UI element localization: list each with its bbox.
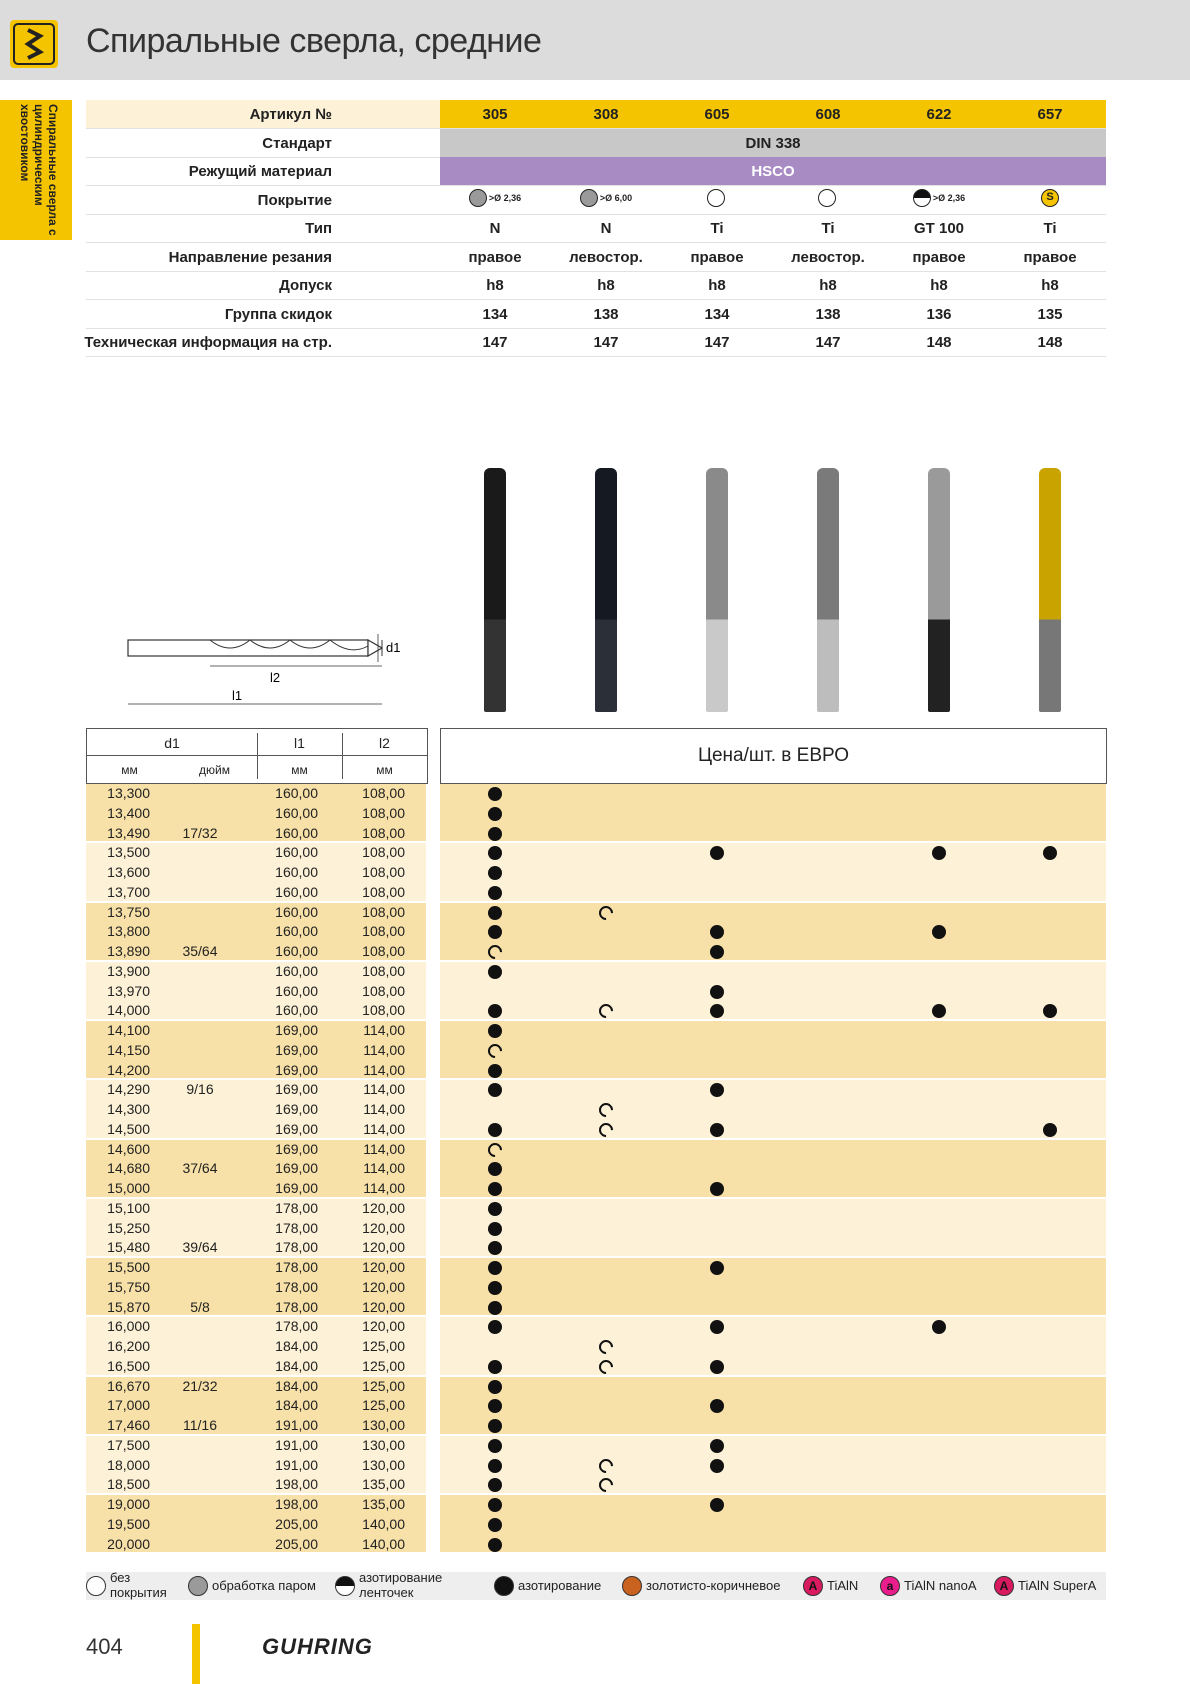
spec-direction-608: левостор. bbox=[791, 249, 865, 266]
cell-l1: 169,00 bbox=[275, 1061, 318, 1078]
available-mark[interactable] bbox=[488, 807, 502, 821]
cell-d: 19,500 bbox=[107, 1515, 150, 1532]
cell-l1: 184,00 bbox=[275, 1338, 318, 1354]
cell-d: 17,460 bbox=[107, 1417, 150, 1433]
spec-label-material: Режущий материал bbox=[188, 163, 332, 180]
spec-label-direction: Направление резания bbox=[168, 249, 332, 266]
legend-swatch-icon bbox=[86, 1576, 106, 1596]
legend-label: обработка паром bbox=[212, 1578, 316, 1593]
drill-image-608 bbox=[817, 468, 839, 712]
cell-inch: 17/32 bbox=[182, 824, 218, 841]
cell-d: 18,500 bbox=[107, 1476, 150, 1493]
brand-logo: GUHRING bbox=[262, 1634, 373, 1659]
cell-d: 14,680 bbox=[107, 1160, 150, 1177]
column-gap bbox=[426, 1377, 440, 1436]
spec-direction-605: правое bbox=[690, 249, 744, 266]
spec-label-tolerance: Допуск bbox=[279, 277, 332, 294]
cell-l2: 108,00 bbox=[362, 1002, 405, 1019]
cell-l2: 114,00 bbox=[363, 1061, 405, 1078]
available-mark[interactable] bbox=[488, 965, 502, 979]
legend-label: азотирование ленточек bbox=[359, 1570, 443, 1600]
spec-type-608: Ti bbox=[821, 220, 835, 237]
cell-l1: 169,00 bbox=[275, 1160, 318, 1177]
spec-article-657: 657 bbox=[1037, 106, 1063, 123]
cell-l2: 108,00 bbox=[362, 923, 405, 940]
cell-l1: 178,00 bbox=[275, 1259, 318, 1275]
available-mark[interactable] bbox=[488, 1360, 502, 1374]
spec-row-tolerance bbox=[86, 271, 1106, 299]
cell-d: 16,500 bbox=[107, 1357, 150, 1374]
cell-l1: 191,00 bbox=[275, 1456, 318, 1473]
row-group bbox=[86, 1080, 1106, 1137]
spec-techinfo-622: 148 bbox=[926, 334, 952, 351]
spec-type-308: N bbox=[600, 220, 612, 237]
spec-article-605: 605 bbox=[704, 106, 730, 123]
row-group bbox=[86, 1377, 1106, 1434]
row-group bbox=[86, 784, 1106, 841]
cell-l1: 160,00 bbox=[275, 923, 318, 940]
cell-d: 13,490 bbox=[107, 824, 150, 841]
spec-coating-605 bbox=[662, 189, 772, 207]
spec-tolerance-605: h8 bbox=[708, 277, 726, 294]
available-mark[interactable] bbox=[710, 1123, 724, 1137]
cell-l2: 108,00 bbox=[362, 903, 405, 920]
coating-icon bbox=[818, 189, 836, 207]
cell-inch: 37/64 bbox=[182, 1160, 218, 1177]
available-mark[interactable] bbox=[710, 1498, 724, 1512]
cell-d: 19,000 bbox=[107, 1496, 150, 1512]
cell-l2: 120,00 bbox=[362, 1278, 405, 1295]
column-gap bbox=[426, 843, 440, 902]
spec-row-standard bbox=[86, 129, 1106, 157]
cell-d: 13,890 bbox=[107, 943, 150, 959]
cell-l1: 178,00 bbox=[275, 1278, 318, 1295]
cell-l1: 160,00 bbox=[275, 824, 318, 841]
coating-note: >Ø 2,36 bbox=[932, 193, 966, 204]
available-mark[interactable] bbox=[710, 1459, 724, 1473]
cell-l1: 178,00 bbox=[275, 1298, 318, 1315]
cell-d: 13,750 bbox=[107, 903, 150, 920]
cell-l2: 135,00 bbox=[362, 1476, 405, 1493]
available-mark[interactable] bbox=[488, 886, 502, 900]
d1-inch-unit: дюйм bbox=[199, 763, 230, 777]
cell-d: 20,000 bbox=[107, 1535, 150, 1552]
cell-l1: 160,00 bbox=[275, 1002, 318, 1019]
legend-label: без покрытия bbox=[110, 1570, 167, 1600]
coating-icon bbox=[913, 189, 931, 207]
cell-l2: 125,00 bbox=[362, 1397, 405, 1414]
available-mark[interactable] bbox=[488, 1459, 502, 1473]
legend-swatch-icon bbox=[335, 1576, 355, 1596]
available-mark[interactable] bbox=[488, 1380, 502, 1394]
cell-d: 15,750 bbox=[107, 1278, 150, 1295]
available-mark[interactable] bbox=[488, 1419, 502, 1433]
spec-type-605: Ti bbox=[710, 220, 724, 237]
cell-l1: 178,00 bbox=[275, 1199, 318, 1216]
available-mark[interactable] bbox=[488, 1123, 502, 1137]
cell-l2: 140,00 bbox=[362, 1515, 405, 1532]
cell-l1: 198,00 bbox=[275, 1476, 318, 1493]
spec-techinfo-605: 147 bbox=[704, 334, 730, 351]
cell-l1: 169,00 bbox=[275, 1041, 318, 1058]
spec-coating-305 bbox=[440, 189, 550, 207]
cell-d: 13,900 bbox=[107, 962, 150, 979]
cell-l1: 169,00 bbox=[275, 1140, 318, 1157]
available-mark[interactable] bbox=[488, 1202, 502, 1216]
spec-discount-608: 138 bbox=[815, 306, 841, 323]
coating-note: >Ø 2,36 bbox=[488, 193, 522, 204]
cell-l2: 120,00 bbox=[362, 1199, 405, 1216]
cell-l1: 169,00 bbox=[275, 1120, 318, 1137]
spec-discount-305: 134 bbox=[482, 306, 508, 323]
spec-techinfo-308: 147 bbox=[593, 334, 619, 351]
cell-l1: 160,00 bbox=[275, 785, 318, 801]
cell-l2: 108,00 bbox=[362, 844, 405, 861]
cell-d: 14,600 bbox=[107, 1140, 150, 1157]
cell-l1: 191,00 bbox=[275, 1417, 318, 1433]
cell-l1: 184,00 bbox=[275, 1377, 318, 1394]
coating-icon bbox=[580, 189, 598, 207]
cell-inch: 11/16 bbox=[183, 1417, 217, 1433]
spec-direction-308: левостор. bbox=[569, 249, 643, 266]
spec-label-techinfo: Техническая информация на стр. bbox=[84, 334, 332, 351]
cell-inch: 21/32 bbox=[182, 1377, 218, 1394]
cell-d: 17,500 bbox=[107, 1436, 150, 1453]
cell-inch: 39/64 bbox=[182, 1239, 218, 1256]
coating-icon bbox=[707, 189, 725, 207]
cell-l1: 169,00 bbox=[275, 1081, 318, 1098]
column-gap bbox=[426, 784, 440, 843]
available-mark[interactable] bbox=[488, 906, 502, 920]
diagram-l2-label: l2 bbox=[270, 670, 281, 685]
available-mark[interactable] bbox=[488, 1281, 502, 1295]
cell-l1: 205,00 bbox=[275, 1535, 318, 1552]
diagram-d1-label: d1 bbox=[386, 640, 400, 655]
legend-swatch-icon bbox=[494, 1576, 514, 1596]
cell-l2: 114,00 bbox=[363, 1041, 405, 1058]
available-mark[interactable] bbox=[488, 827, 502, 841]
diagram-l1-label: l1 bbox=[232, 688, 243, 703]
spec-row-material bbox=[86, 157, 1106, 185]
price-header bbox=[440, 728, 1107, 784]
cell-d: 13,300 bbox=[107, 785, 150, 801]
cell-l2: 114,00 bbox=[363, 1160, 405, 1177]
available-mark[interactable] bbox=[710, 985, 724, 999]
column-gap bbox=[426, 962, 440, 1021]
cell-d: 14,100 bbox=[107, 1022, 150, 1038]
cell-l1: 160,00 bbox=[275, 903, 318, 920]
cell-d: 16,200 bbox=[107, 1338, 150, 1354]
price-header-label: Цена/шт. в ЕВРО bbox=[697, 745, 850, 766]
spec-tolerance-608: h8 bbox=[819, 277, 837, 294]
spec-discount-622: 136 bbox=[926, 306, 952, 323]
spec-article-608: 608 bbox=[815, 106, 841, 123]
legend-label: азотирование bbox=[518, 1578, 602, 1593]
legend-swatch-icon: A bbox=[803, 1576, 823, 1596]
cell-l1: 160,00 bbox=[275, 962, 318, 979]
cell-l2: 108,00 bbox=[362, 785, 405, 801]
cell-l2: 120,00 bbox=[362, 1298, 405, 1315]
legend-swatch-icon bbox=[188, 1576, 208, 1596]
column-gap bbox=[426, 1258, 440, 1317]
spec-label-article: Артикул № bbox=[249, 106, 332, 123]
cell-l2: 114,00 bbox=[363, 1140, 405, 1157]
spec-discount-657: 135 bbox=[1037, 306, 1063, 323]
cell-l2: 114,00 bbox=[363, 1022, 405, 1038]
cell-d: 14,500 bbox=[107, 1120, 150, 1137]
cell-l2: 130,00 bbox=[362, 1456, 405, 1473]
cell-d: 16,000 bbox=[107, 1318, 150, 1335]
spec-tolerance-622: h8 bbox=[930, 277, 948, 294]
column-gap bbox=[426, 1317, 440, 1376]
cell-d: 13,970 bbox=[107, 982, 150, 999]
available-mark[interactable] bbox=[710, 1261, 724, 1275]
spec-article-622: 622 bbox=[926, 106, 952, 123]
available-mark[interactable] bbox=[1043, 1123, 1057, 1137]
spec-techinfo-657: 148 bbox=[1037, 334, 1063, 351]
cell-d: 14,200 bbox=[107, 1061, 150, 1078]
cell-l2: 130,00 bbox=[362, 1417, 405, 1433]
cell-l2: 125,00 bbox=[362, 1338, 405, 1354]
dimension-table-header bbox=[86, 728, 428, 784]
cell-l2: 108,00 bbox=[362, 883, 405, 900]
spec-coating-308 bbox=[551, 189, 661, 207]
cell-d: 14,000 bbox=[107, 1002, 150, 1019]
spec-row-direction bbox=[86, 243, 1106, 271]
spec-techinfo-608: 147 bbox=[815, 334, 841, 351]
cell-l1: 160,00 bbox=[275, 982, 318, 999]
cell-l1: 184,00 bbox=[275, 1357, 318, 1374]
cell-inch: 5/8 bbox=[190, 1298, 210, 1315]
column-gap bbox=[426, 1021, 440, 1080]
cell-d: 15,870 bbox=[107, 1298, 150, 1315]
cell-d: 17,000 bbox=[107, 1397, 150, 1414]
spec-discount-605: 134 bbox=[704, 306, 730, 323]
column-gap bbox=[426, 1199, 440, 1258]
cell-l2: 125,00 bbox=[362, 1377, 405, 1394]
available-mark[interactable] bbox=[710, 1360, 724, 1374]
d1-mm-unit: мм bbox=[121, 763, 138, 777]
available-mark[interactable] bbox=[488, 1024, 502, 1038]
cell-d: 18,000 bbox=[107, 1456, 150, 1473]
l1-mm-unit: мм bbox=[291, 763, 308, 777]
coating-icon bbox=[469, 189, 487, 207]
cell-inch: 35/64 bbox=[182, 943, 218, 959]
cell-l1: 160,00 bbox=[275, 804, 318, 821]
legend-swatch-icon bbox=[622, 1576, 642, 1596]
spec-tolerance-308: h8 bbox=[597, 277, 615, 294]
cell-inch: 9/16 bbox=[186, 1081, 214, 1098]
spec-row-coating bbox=[86, 186, 1106, 214]
spec-coating-657 bbox=[995, 189, 1105, 207]
available-mark[interactable] bbox=[488, 1064, 502, 1078]
column-gap bbox=[426, 1140, 440, 1199]
cell-l2: 114,00 bbox=[363, 1180, 405, 1196]
cell-l1: 169,00 bbox=[275, 1022, 318, 1038]
available-mark[interactable] bbox=[488, 1301, 502, 1315]
drill-image-605 bbox=[706, 468, 728, 712]
cell-d: 15,250 bbox=[107, 1219, 150, 1236]
drill-image-657 bbox=[1039, 468, 1061, 712]
cell-l2: 108,00 bbox=[362, 943, 405, 959]
l1-header: l1 bbox=[294, 735, 305, 751]
spec-article-305: 305 bbox=[482, 106, 508, 123]
side-tab-label: Спиральные сверла с цилиндрическим хвостовиком bbox=[18, 104, 60, 236]
row-group bbox=[86, 1436, 1106, 1493]
available-mark[interactable] bbox=[488, 1538, 502, 1552]
l2-header: l2 bbox=[379, 735, 390, 751]
cell-l2: 108,00 bbox=[362, 962, 405, 979]
row-group bbox=[86, 962, 1106, 1019]
cell-l2: 120,00 bbox=[362, 1318, 405, 1335]
column-gap bbox=[426, 1080, 440, 1139]
cell-l1: 160,00 bbox=[275, 943, 318, 959]
spec-label-standard: Стандарт bbox=[262, 135, 332, 152]
cell-d: 15,500 bbox=[107, 1259, 150, 1275]
legend-label: TiAlN SuperA bbox=[1018, 1578, 1097, 1593]
cell-d: 15,100 bbox=[107, 1199, 150, 1216]
cell-l2: 140,00 bbox=[362, 1535, 405, 1552]
cell-l1: 205,00 bbox=[275, 1515, 318, 1532]
available-mark[interactable] bbox=[488, 1222, 502, 1236]
cell-l1: 160,00 bbox=[275, 844, 318, 861]
cell-d: 15,480 bbox=[107, 1239, 150, 1256]
available-mark[interactable] bbox=[488, 787, 502, 801]
spec-techinfo-305: 147 bbox=[482, 334, 508, 351]
cell-l2: 120,00 bbox=[362, 1259, 405, 1275]
cell-d: 13,400 bbox=[107, 804, 150, 821]
row-group bbox=[86, 1258, 1106, 1315]
row-group bbox=[86, 903, 1106, 960]
row-group bbox=[86, 843, 1106, 900]
row-group bbox=[86, 1021, 1106, 1078]
cell-d: 15,000 bbox=[107, 1180, 150, 1196]
cell-l2: 125,00 bbox=[362, 1357, 405, 1374]
spec-coating-608 bbox=[773, 189, 883, 207]
row-group bbox=[86, 1199, 1106, 1256]
page-title: Спиральные сверла, средние bbox=[86, 22, 542, 60]
cell-l1: 198,00 bbox=[275, 1496, 318, 1512]
spec-article-308: 308 bbox=[593, 106, 619, 123]
cell-l2: 108,00 bbox=[362, 982, 405, 999]
cell-l2: 120,00 bbox=[362, 1219, 405, 1236]
available-mark[interactable] bbox=[710, 1439, 724, 1453]
cell-l1: 178,00 bbox=[275, 1239, 318, 1256]
available-mark[interactable] bbox=[488, 1439, 502, 1453]
cell-l1: 160,00 bbox=[275, 864, 318, 880]
cell-d: 13,700 bbox=[107, 883, 150, 900]
row-group bbox=[86, 1140, 1106, 1197]
spec-direction-622: правое bbox=[912, 249, 966, 266]
available-mark[interactable] bbox=[488, 1498, 502, 1512]
available-mark[interactable] bbox=[710, 1182, 724, 1196]
cell-l1: 184,00 bbox=[275, 1397, 318, 1414]
spec-discount-308: 138 bbox=[593, 306, 619, 323]
spec-tolerance-657: h8 bbox=[1041, 277, 1059, 294]
cell-l2: 114,00 bbox=[363, 1101, 405, 1117]
cell-l2: 108,00 bbox=[362, 824, 405, 841]
column-gap bbox=[426, 1495, 440, 1554]
spec-direction-305: правое bbox=[468, 249, 522, 266]
l2-mm-unit: мм bbox=[376, 763, 393, 777]
spec-type-622: GT 100 bbox=[913, 220, 965, 237]
spec-type-305: N bbox=[489, 220, 501, 237]
cell-l2: 114,00 bbox=[363, 1081, 405, 1098]
legend-label: золотисто-коричневое bbox=[646, 1578, 781, 1593]
available-mark[interactable] bbox=[710, 945, 724, 959]
cell-d: 13,600 bbox=[107, 864, 150, 880]
cell-l1: 178,00 bbox=[275, 1318, 318, 1335]
drill-dimension-diagram bbox=[120, 626, 400, 716]
cell-l1: 178,00 bbox=[275, 1219, 318, 1236]
cell-d: 13,500 bbox=[107, 844, 150, 861]
spec-value-material: HSCO bbox=[751, 163, 795, 180]
spec-label-type: Тип bbox=[305, 220, 332, 237]
cell-d: 14,290 bbox=[107, 1081, 150, 1098]
spec-label-discount: Группа скидок bbox=[224, 306, 332, 323]
d1-header: d1 bbox=[164, 735, 180, 751]
cell-l2: 130,00 bbox=[362, 1436, 405, 1453]
spec-coating-622 bbox=[884, 189, 994, 207]
legend-label: TiAlN nanoA bbox=[904, 1578, 977, 1593]
spec-row-article bbox=[86, 100, 1106, 128]
spec-row-discount bbox=[86, 300, 1106, 328]
cell-l2: 108,00 bbox=[362, 804, 405, 821]
column-gap bbox=[426, 903, 440, 962]
cell-d: 14,150 bbox=[107, 1041, 150, 1058]
cell-l2: 114,00 bbox=[363, 1120, 405, 1137]
drill-image-305 bbox=[484, 468, 506, 712]
cell-l1: 191,00 bbox=[275, 1436, 318, 1453]
drill-image-308 bbox=[595, 468, 617, 712]
cell-l1: 160,00 bbox=[275, 883, 318, 900]
coating-note: >Ø 6,00 bbox=[599, 193, 633, 204]
coating-icon: S bbox=[1041, 189, 1059, 207]
cell-l1: 169,00 bbox=[275, 1101, 318, 1117]
cell-d: 16,670 bbox=[107, 1377, 150, 1394]
legend-label: TiAlN bbox=[827, 1578, 859, 1593]
spec-label-coating: Покрытие bbox=[257, 192, 332, 209]
row-group bbox=[86, 1317, 1106, 1374]
spec-row-type bbox=[86, 214, 1106, 242]
drill-logo-icon bbox=[10, 20, 58, 68]
footer-accent-bar bbox=[192, 1624, 200, 1684]
cell-d: 13,800 bbox=[107, 923, 150, 940]
spec-direction-657: правое bbox=[1023, 249, 1077, 266]
cell-l2: 120,00 bbox=[362, 1239, 405, 1256]
spec-type-657: Ti bbox=[1043, 220, 1057, 237]
cell-l2: 135,00 bbox=[362, 1496, 405, 1512]
available-mark[interactable] bbox=[488, 1182, 502, 1196]
cell-l1: 169,00 bbox=[275, 1180, 318, 1196]
cell-d: 14,300 bbox=[107, 1101, 150, 1117]
spec-tolerance-305: h8 bbox=[486, 277, 504, 294]
available-mark[interactable] bbox=[488, 1518, 502, 1532]
legend-swatch-icon: A bbox=[994, 1576, 1014, 1596]
available-mark[interactable] bbox=[488, 1261, 502, 1275]
cell-l2: 108,00 bbox=[362, 864, 405, 880]
drill-image-622 bbox=[928, 468, 950, 712]
row-group bbox=[86, 1495, 1106, 1552]
page-number: 404 bbox=[86, 1634, 123, 1659]
spec-row-techinfo bbox=[86, 328, 1106, 356]
spec-value-standard: DIN 338 bbox=[745, 135, 801, 152]
available-mark[interactable] bbox=[488, 866, 502, 880]
column-gap bbox=[426, 1436, 440, 1495]
legend-swatch-icon: a bbox=[880, 1576, 900, 1596]
